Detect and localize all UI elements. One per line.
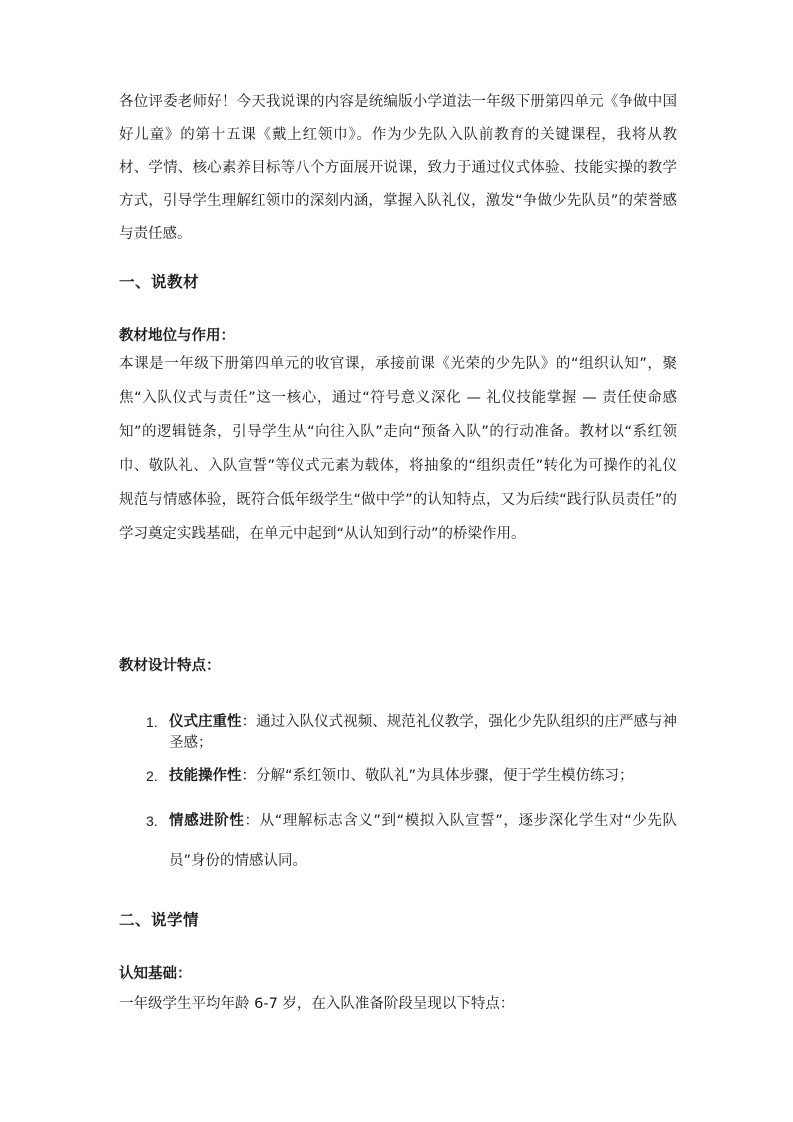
section-heading-textbook: 一、说教材 [119,273,200,291]
section-heading-learners: 二、说学情 [119,911,200,929]
list-item-number: 3. [146,813,158,829]
list-item-text: ：从“理解标志含义”到“模拟入队宣誓”，逐步深化学生对“少先队员”身份的情感认同。 [169,813,678,869]
list-item [119,801,677,881]
subheading-textbook-features: 教材设计特点： [119,658,221,674]
list-item-label: 情感进阶性 [169,813,245,829]
textbook-features-list [119,712,677,881]
subheading-textbook-position: 教材地位与作用： [119,328,235,344]
list-item [119,766,677,787]
textbook-position-paragraph: 本课是一年级下册第四单元的收官课，承接前课《光荣的少先队》的“组织认知”，聚焦“入队仪式与责任”这一核心，通过“符号意义深化 — 礼仪技能掌握 — 责任使命感知”的逻辑链条，引导学生从“向往入队”走向“预备入队”的行动准备。教材以“系红领巾、敬队礼、入队宣誓”等仪式元素为载体，将抽象的“组织责任”转化为可操作的礼仪规范与情感体验，既符合低年级学生“做中学”的认知特点，又为后续“践行队员责任”的学习奠定实践基础，在单元中起到“从认知到行动”的桥梁作用。 [119,356,677,542]
subheading-cognitive-basis: 认知基础： [119,966,192,982]
list-item-number: 2. [146,768,158,784]
cognitive-basis-paragraph: 一年级学生平均年龄 6-7 岁，在入队准备阶段呈现以下特点： [119,996,515,1012]
list-item-label: 技能操作性 [169,768,242,784]
list-item-text: ：分解“系红领巾、敬队礼”为具体步骤，便于学生模仿练习； [241,768,634,784]
list-item [119,712,677,754]
list-item-label: 仪式庄重性 [169,714,242,730]
list-item-number: 1. [146,714,158,730]
list-item-text: ：通过入队仪式视频、规范礼仪教学，强化少先队组织的庄严感与神圣感； [169,714,678,751]
intro-paragraph: 各位评委老师好！今天我说课的内容是统编版小学道法一年级下册第四单元《争做中国好儿童》的第十五课《戴上红领巾》。作为少先队入队前教育的关键课程，我将从教材、学情、核心素养目标等八个方面展开说课，致力于通过仪式体验、技能实操的教学方式，引导学生理解红领巾的深刻内涵，掌握入队礼仪，激发“争做少先队员”的荣誉感与责任感。 [119,94,677,242]
